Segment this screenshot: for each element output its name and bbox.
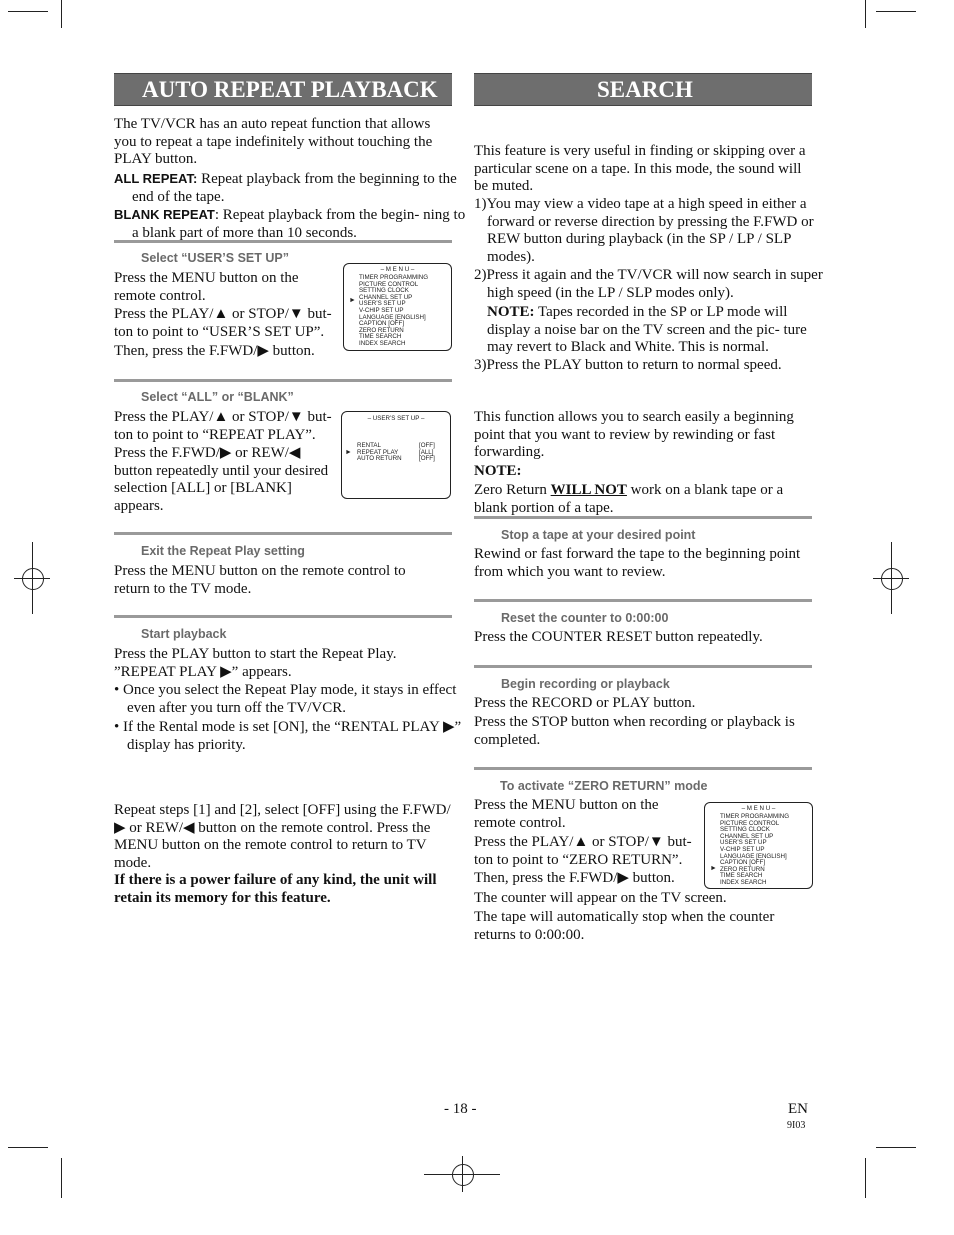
- step4-heading: Start playback: [141, 627, 227, 641]
- search-intro: This feature is very useful in finding or skipping over a particular scene on a tape. In this mode, the sound will be muted.: [474, 143, 806, 194]
- section-divider: [474, 665, 812, 668]
- cancel-instructions: Repeat steps [1] and [2], select [OFF] using the F.FWD/▶ or REW/◀ button on the remote control. Press the MENU button on the remote control to return to TV mode.: [114, 802, 451, 871]
- crop-mark: [876, 11, 916, 12]
- menu-item: AUTO RETURN: [357, 455, 402, 463]
- zr-step3-line1: Press the RECORD or PLAY button.: [474, 695, 696, 711]
- step1-heading: Select “USER’S SET UP”: [141, 251, 289, 265]
- power-failure-note: If there is a power failure of any kind, the unit will retain its memory for this feature.: [114, 872, 437, 906]
- search-title-banner: [474, 73, 812, 106]
- menu-item: TIME SEARCH: [359, 333, 402, 341]
- auto-repeat-intro: The TV/VCR has an auto repeat function that allows you to repeat a tape indefinitely without touching the PLAY button.: [114, 116, 433, 167]
- all-repeat-label: ALL REPEAT:: [114, 171, 198, 186]
- menu-item: REPEAT PLAY: [357, 448, 399, 456]
- section-divider: [114, 379, 452, 382]
- section-divider: [474, 767, 812, 770]
- registration-mark: [462, 1156, 463, 1192]
- menu-item: V-CHIP SET UP: [720, 845, 765, 853]
- menu-pointer-icon: ►: [345, 449, 352, 456]
- menu-pointer-icon: ►: [710, 865, 717, 872]
- menu-items: [359, 275, 428, 348]
- note-label: NOTE:: [487, 304, 535, 320]
- section-title: SEARCH: [597, 77, 693, 102]
- blank-repeat-text: : Repeat playback from the begin- ning to a blank part of more than 10 seconds.: [132, 207, 466, 241]
- section-divider: [474, 516, 812, 519]
- zero-return-note-label: NOTE:: [474, 463, 522, 479]
- registration-mark: [22, 568, 44, 590]
- menu-title: – M E N U –: [380, 266, 415, 273]
- section-divider: [114, 240, 452, 243]
- all-repeat-text: Repeat playback from the beginning to the end of the tape.: [132, 171, 457, 205]
- step4-line1: Press the PLAY button to start the Repeat Play. ”REPEAT PLAY ▶” appears.: [114, 646, 397, 680]
- section-divider: [114, 532, 452, 535]
- note-text: work on a blank tape or a blank portion of a tape.: [474, 482, 784, 516]
- step3-line1: Press the MENU button on the remote control to return to the TV mode.: [114, 563, 406, 597]
- search-item3: 3)Press the PLAY button to return to normal speed.: [474, 357, 782, 373]
- crop-mark: [61, 0, 62, 28]
- zr-step4-heading: To activate “ZERO RETURN” mode: [500, 779, 708, 793]
- menu-screen-zero-return: [704, 802, 813, 889]
- menu-title: – M E N U –: [741, 805, 776, 812]
- step4-bullet1: • Once you select the Repeat Play mode, it stays in effect even after you turn off the TV/VCR.: [114, 682, 457, 716]
- bullet-text: If the Rental mode is set [ON], the “RENTAL PLAY ▶” display has priority.: [123, 719, 462, 753]
- step3-heading: Exit the Repeat Play setting: [141, 544, 305, 558]
- registration-mark: [881, 568, 903, 590]
- section-divider: [474, 599, 812, 602]
- zr-step3-heading: Begin recording or playback: [501, 677, 670, 691]
- menu-item: TIME SEARCH: [720, 872, 763, 880]
- crop-mark: [865, 1158, 866, 1198]
- registration-mark: [452, 1164, 474, 1186]
- search-item2: 2)Press it again and the TV/VCR will now search in super high speed (in the LP / SLP modes only).: [474, 267, 823, 301]
- search-item1: 1)You may view a video tape at a high speed in either a forward or reverse direction by pressing the F.FWD or REW button during playback (in the SP / LP / SLP modes).: [474, 196, 814, 265]
- menu-item: CAPTION [OFF]: [720, 859, 766, 867]
- menu-item: LANGUAGE [ENGLISH]: [720, 852, 787, 860]
- language-code: EN: [788, 1101, 808, 1117]
- all-repeat-definition: [114, 170, 470, 206]
- document-code: 9I03: [787, 1120, 806, 1131]
- menu-title: – USER’S SET UP –: [367, 415, 425, 422]
- step1-line1: Press the MENU button on the remote control.: [114, 270, 299, 304]
- menu-value: [OFF]: [419, 455, 435, 463]
- menu-value: [OFF]: [419, 442, 435, 449]
- crop-mark: [876, 1147, 916, 1148]
- menu-item: SETTING CLOCK: [359, 287, 409, 295]
- zr-step2-line1: Press the COUNTER RESET button repeatedly.: [474, 629, 763, 645]
- crop-mark: [8, 11, 48, 12]
- note-text: Zero Return: [474, 482, 551, 498]
- menu-pointer-icon: ►: [349, 297, 356, 304]
- zr-step3-line2: Press the STOP button when recording or playback is completed.: [474, 714, 795, 748]
- zr-step4-line1: Press the MENU button on the remote control.: [474, 797, 659, 831]
- section-divider: [114, 615, 452, 618]
- menu-item: ZERO RETURN: [359, 326, 404, 334]
- registration-mark: [32, 542, 33, 614]
- note-text: Tapes recorded in the SP or LP mode will display a noise bar on the TV screen and the pic- ture may revert to Black and White. This is normal.: [487, 304, 807, 355]
- menu-item: USER’S SET UP: [720, 839, 767, 847]
- menu-screen-user-setup: [343, 263, 452, 351]
- menu-item: TIMER PROGRAMMING: [359, 274, 429, 281]
- menu-value: [ALL]: [419, 448, 434, 456]
- search-note: [487, 304, 812, 357]
- page-number: - 18 -: [444, 1101, 477, 1117]
- step2-line2: Press the F.FWD/▶ or REW/◀ button repeatedly until your desired selection [ALL] or [BLANK] appears.: [114, 445, 329, 514]
- menu-item: CAPTION [OFF]: [359, 320, 405, 328]
- blank-repeat-definition: [114, 206, 470, 242]
- menu-item: SETTING CLOCK: [720, 826, 770, 834]
- step1-line3: Then, press the F.FWD/▶ button.: [114, 343, 315, 359]
- zr-step4-line4: The counter will appear on the TV screen.: [474, 890, 727, 906]
- menu-item: INDEX SEARCH: [359, 339, 406, 347]
- zr-step1-heading: Stop a tape at your desired point: [501, 528, 696, 542]
- zr-step1-line1: Rewind or fast forward the tape to the beginning point from which you want to review.: [474, 546, 801, 580]
- menu-item: RENTAL: [357, 442, 381, 449]
- page-title: AUTO REPEAT PLAYBACK: [142, 77, 438, 102]
- auto-repeat-title-banner: [114, 73, 452, 106]
- step2-line1: Press the PLAY/▲ or STOP/▼ but- ton to point to “REPEAT PLAY”.: [114, 409, 332, 443]
- step1-line2: Press the PLAY/▲ or STOP/▼ but- ton to point to “USER’S SET UP”.: [114, 306, 332, 340]
- zero-return-note: [474, 482, 812, 517]
- menu-item: CHANNEL SET UP: [359, 293, 413, 301]
- step2-heading: Select “ALL” or “BLANK”: [141, 390, 294, 404]
- zr-step4-line3: Then, press the F.FWD/▶ button.: [474, 870, 675, 886]
- blank-repeat-label: BLANK REPEAT: [114, 207, 215, 222]
- crop-mark: [8, 1147, 48, 1148]
- menu-screen-repeat-play: [341, 411, 451, 499]
- crop-mark: [61, 1158, 62, 1198]
- zero-return-intro: This function allows you to search easily a beginning point that you want to review by rewinding or fast forwarding.: [474, 409, 794, 460]
- menu-item: USER’S SET UP: [359, 300, 406, 308]
- menu-item: LANGUAGE [ENGLISH]: [359, 313, 426, 321]
- bullet-text: Once you select the Repeat Play mode, it stays in effect even after you turn off the TV/VCR.: [123, 682, 457, 716]
- registration-mark: [891, 542, 892, 614]
- menu-items: [357, 443, 402, 463]
- crop-mark: [865, 0, 866, 28]
- menu-item: TIMER PROGRAMMING: [720, 813, 790, 820]
- menu-values: [419, 443, 435, 463]
- zr-step2-heading: Reset the counter to 0:00:00: [501, 611, 669, 625]
- menu-item: PICTURE CONTROL: [359, 280, 419, 288]
- menu-item: V-CHIP SET UP: [359, 306, 404, 314]
- note-emphasis: WILL NOT: [550, 482, 627, 498]
- zr-step4-line5: The tape will automatically stop when the counter returns to 0:00:00.: [474, 909, 775, 943]
- menu-item: PICTURE CONTROL: [720, 819, 780, 827]
- menu-item: INDEX SEARCH: [720, 878, 767, 886]
- zr-step4-line2: Press the PLAY/▲ or STOP/▼ but- ton to point to “ZERO RETURN”.: [474, 834, 692, 868]
- menu-item: CHANNEL SET UP: [720, 832, 774, 840]
- step4-bullet2: • If the Rental mode is set [ON], the “RENTAL PLAY ▶” display has priority.: [114, 719, 462, 753]
- menu-items: [720, 814, 789, 887]
- menu-item: ZERO RETURN: [720, 865, 765, 873]
